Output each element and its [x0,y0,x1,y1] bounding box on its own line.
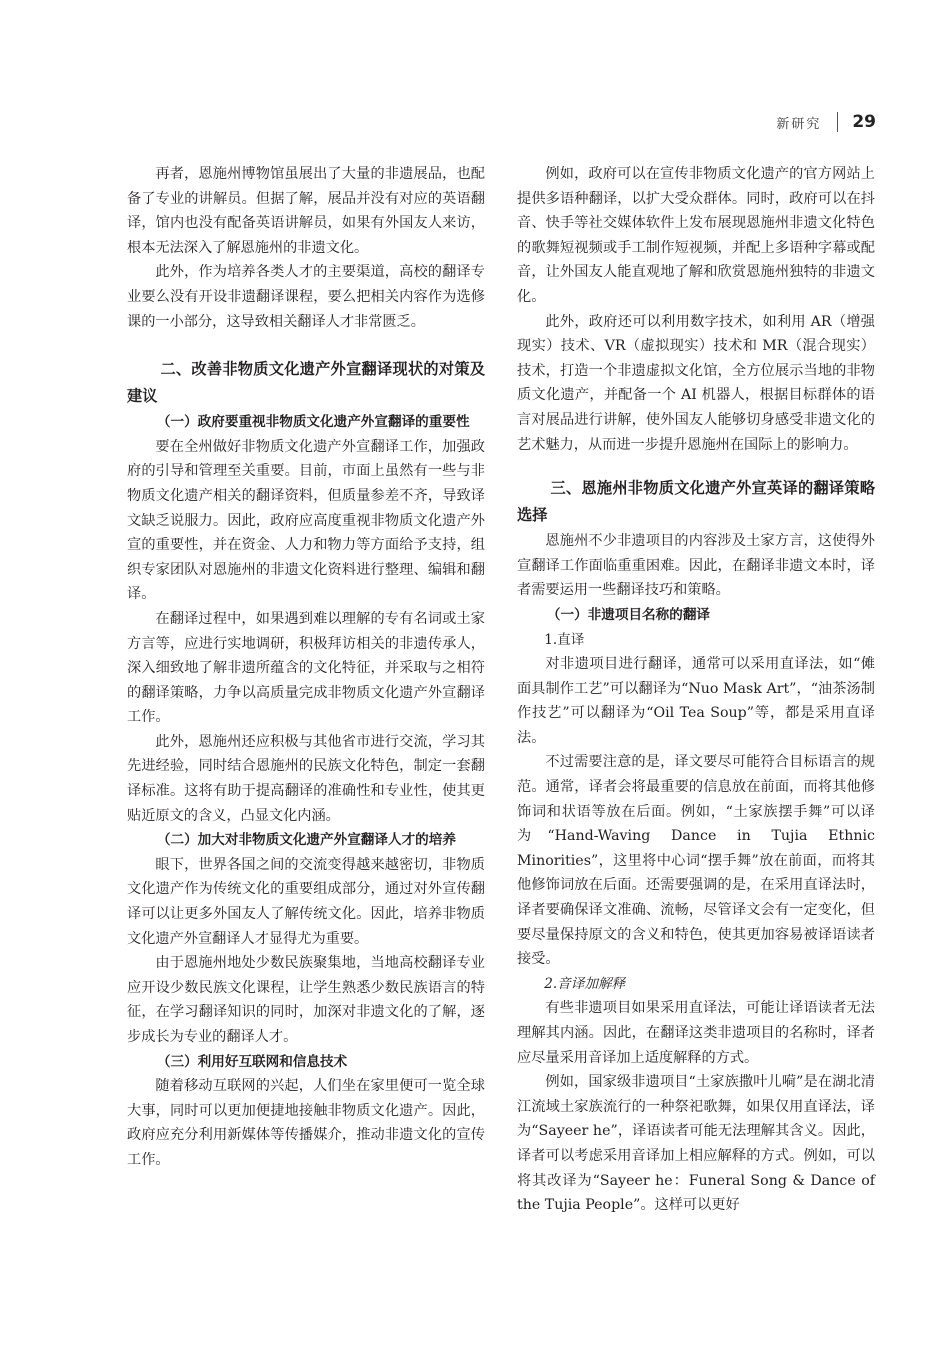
paragraph: 随着移动互联网的兴起，人们坐在家里便可一览全球大事，同时可以更加便捷地接触非物质文化遗产。因此，政府应充分利用新媒体等传播媒介，推动非遗文化的宣传工作。 [127,1078,485,1168]
paragraph: 例如，国家级非遗项目“土家族撒叶儿嗬”是在湖北清江流域土家族流行的一种祭祀歌舞，如果仅用直译法，译为“Sayeer he”，译语读者可能无法理解其含义。因此，译者可以考虑采用音译加上相应解释的方式。例如，可以将其改译为“Sayeer he：Funeral Song & Dance of the Tujia People”。这样可以更好 [517,1074,875,1214]
paragraph: 眼下，世界各国之间的交流变得越来越密切，非物质文化遗产作为传统文化的重要组成部分，通过对外宣传翻译可以让更多外国友人了解传统文化。因此，培养非物质文化遗产外宣翻译人才显得尤为重要。 [127,856,485,947]
subsection-heading: （一）政府要重视非物质文化遗产外宣翻译的重要性 [156,414,470,431]
page-number: 29 [852,112,876,132]
paragraph: 此外，政府还可以利用数字技术，如利用 AR（增强现实）技术、VR（虚拟现实）技术和 MR（混合现实）技术，打造一个非遗虚拟文化馆，全方位展示当地的非物质文化遗产，并配备一个 AI 机器人，根据目标群体的语言对展品进行讲解，使外国友人能够切身感受非遗文化的艺术魅力，从而进一步提升恩施州在国际上的影响力。 [517,313,875,453]
paragraph: 恩施州不少非遗项目的内容涉及土家方言，这使得外宣翻译工作面临重重困难。因此，在翻译非遗文本时，译者需要运用一些翻译技巧和策略。 [517,533,875,599]
paragraph: 要在全州做好非物质文化遗产外宣翻译工作，加强政府的引导和管理至关重要。目前，市面上虽然有一些与非物质文化遗产相关的翻译资料，但质量参差不齐，导致译文缺乏说服力。因此，政府应高度重视非物质文化遗产外宣的重要性，并在资金、人力和物力等方面给予支持，组织专家团队对恩施州的非遗文化资料进行整理、编辑和翻译。 [127,438,485,603]
spacer [127,334,485,356]
left-column [127,162,485,1173]
header-divider [837,112,838,132]
right-column [517,162,875,1218]
paragraph: 再者，恩施州博物馆虽展出了大量的非遗展品，也配备了专业的讲解员。但据了解，展品并没有对应的英语翻译，馆内也没有配备英语讲解员，如果有外国友人来访，根本无法深入了解恩施州的非遗文化。 [127,166,485,256]
subsection-heading: （三）利用好互联网和信息技术 [156,1053,348,1070]
section-heading: 三、恩施州非物质文化遗产外宣英译的翻译策略选择 [517,479,875,525]
paragraph: 例如，政府可以在宣传非物质文化遗产的官方网站上提供多语种翻译，以扩大受众群体。同时，政府可以在抖音、快手等社交媒体软件上发布展现恩施州非遗文化特色的歌舞短视频或手工制作短视频，并配上多语种字幕或配音，让外国友人能直观地了解和欣赏恩施州独特的非遗文化。 [517,166,875,305]
paragraph: 由于恩施州地处少数民族聚集地，当地高校翻译专业应开设少数民族文化课程，让学生熟悉少数民族语言的特征，在学习翻译知识的同时，加深对非遗文化的了解，逐步成长为专业的翻译人才。 [127,955,485,1045]
paragraph: 此外，恩施州还应积极与其他省市进行交流，学习其先进经验，同时结合恩施州的民族文化特色，制定一套翻译标准。这将有助于提高翻译的准确性和专业性，使其更贴近原文的含义，凸显文化内涵。 [127,733,485,824]
numbered-subheading: 2.音译加解释 [544,975,626,992]
subsection-heading: （二）加大对非物质文化遗产外宣翻译人才的培养 [156,832,456,849]
paragraph: 有些非遗项目如果采用直译法，可能让译语读者无法理解其内涵。因此，在翻译这类非遗项目的名称时，译者应尽量采用音译加上适度解释的方式。 [517,1000,875,1066]
paragraph: 对非遗项目进行翻译，通常可以采用直译法，如“傩面具制作工艺”可以翻译为“Nuo Mask Art”，“油茶汤制作技艺”可以翻译为“Oil Tea Soup”等，都是采用直译法。 [517,656,875,746]
section-heading: 二、改善非物质文化遗产外宣翻译现状的对策及建议 [127,360,485,406]
paragraph: 不过需要注意的是，译文要尽可能符合目标语言的规范。通常，译者会将最重要的信息放在前面，而将其他修饰词和状语等放在后面。例如，“土家族摆手舞”可以译为“Hand-Waving Dance in Tujia Ethnic Minorities”，这里将中心词“摆手舞”放在前面，而将其他修饰词放在后面。还需要强调的是，在采用直译法时，译者要确保译文准确、流畅，尽管译文会有一定变化，但要尽量保持原文的含义和特色，使其更加容易被译语读者接受。 [517,754,875,968]
paragraph: 在翻译过程中，如果遇到难以理解的专有名词或土家方言等，应进行实地调研，积极拜访相关的非遗传承人，深入细致地了解非遗所蕴含的文化特征，并采取与之相符的翻译策略，力争以高质量完成非物质文化遗产外宣翻译工作。 [127,610,485,726]
subsection-heading: （一）非遗项目名称的翻译 [546,606,711,623]
spacer [517,457,875,475]
running-header [776,112,876,132]
journal-name: 新研究 [776,116,822,132]
numbered-subheading: 1.直译 [544,631,585,648]
paragraph: 此外，作为培养各类人才的主要渠道，高校的翻译专业要么没有开设非遗翻译课程，要么把相关内容作为选修课的一小部分，这导致相关翻译人才非常匮乏。 [127,264,485,330]
